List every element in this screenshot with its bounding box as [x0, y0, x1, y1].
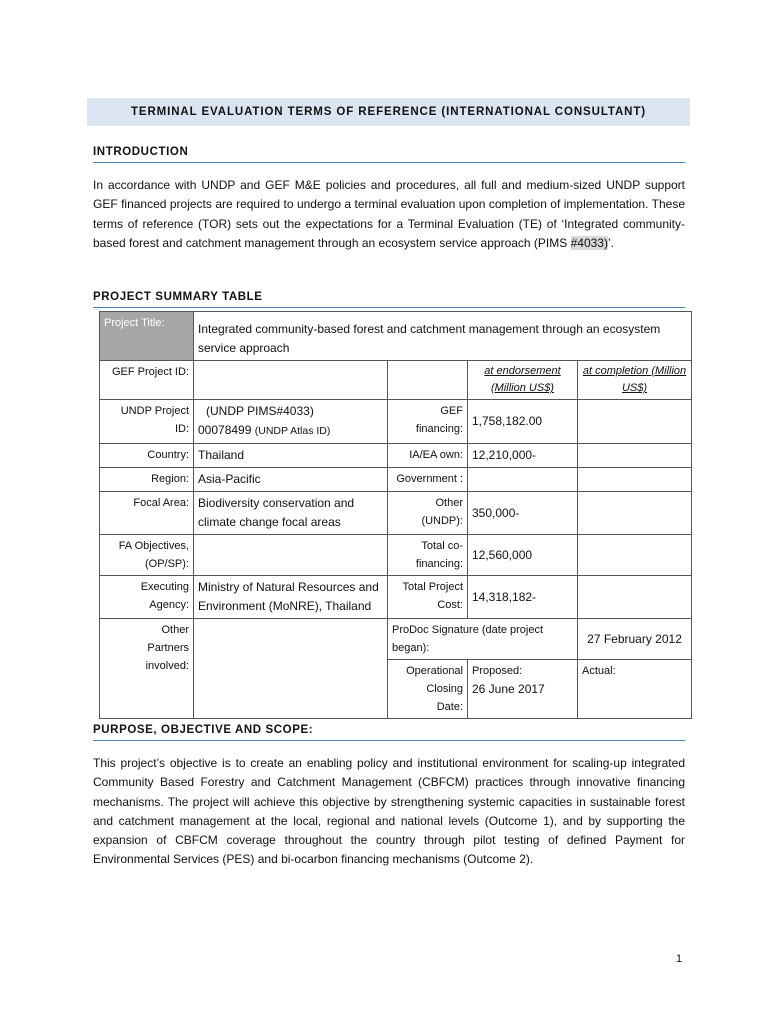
table-row — [100, 400, 692, 444]
prodoc-signature-label: ProDoc Signature (date project began): — [388, 619, 578, 660]
proposed-label: Proposed: — [472, 665, 523, 677]
at-endorsement-header: at endorsement (Million US$) — [468, 361, 578, 400]
empty-cell — [578, 444, 692, 468]
introduction-paragraph — [93, 176, 685, 253]
empty-cell — [468, 468, 578, 492]
undp-project-id-label: UNDP Project ID: — [100, 400, 194, 444]
other-undp-value: 350,000- — [468, 492, 578, 535]
table-row — [100, 361, 692, 400]
undp-atlas-note: (UNDP Atlas ID) — [254, 425, 331, 437]
actual-label: Actual: — [578, 660, 692, 719]
table-row — [100, 619, 692, 660]
country-label: Country: — [100, 444, 194, 468]
empty-cell — [578, 468, 692, 492]
ia-ea-own-label: IA/EA own: — [388, 444, 468, 468]
proposed-value: 26 June 2017 — [472, 682, 545, 696]
other-partners-label-text: Other Partners involved: — [145, 624, 189, 672]
undp-pims-line: (UNDP PIMS#4033) — [206, 404, 314, 418]
total-cofinancing-label: Total co-financing: — [388, 535, 468, 576]
focal-area-label: Focal Area: — [100, 492, 194, 535]
other-partners-label — [100, 619, 194, 719]
executing-agency-label: Executing Agency: — [100, 576, 194, 619]
country-value: Thailand — [194, 444, 388, 468]
empty-cell — [578, 492, 692, 535]
empty-cell — [194, 535, 388, 576]
proposed-cell — [468, 660, 578, 719]
operational-closing-label-text: Operational Closing Date: — [406, 665, 463, 713]
undp-atlas-id: 00078499 — [198, 423, 252, 437]
total-project-cost-label: Total Project Cost: — [388, 576, 468, 619]
introduction-heading: INTRODUCTION — [93, 146, 685, 163]
region-value: Asia-Pacific — [194, 468, 388, 492]
operational-closing-label — [388, 660, 468, 719]
page-number: 1 — [676, 953, 683, 965]
table-row — [100, 444, 692, 468]
at-completion-header: at completion (Million US$) — [578, 361, 692, 400]
undp-atlas-line — [198, 421, 383, 441]
empty-cell — [578, 576, 692, 619]
government-label: Government : — [388, 468, 468, 492]
total-project-cost-value: 14,318,182- — [468, 576, 578, 619]
table-row — [100, 576, 692, 619]
empty-cell — [578, 400, 692, 444]
ia-ea-own-value: 12,210,000- — [468, 444, 578, 468]
summary-heading: PROJECT SUMMARY TABLE — [93, 291, 685, 308]
prodoc-signature-value: 27 February 2012 — [578, 619, 692, 660]
project-title-value: Integrated community-based forest and catchment management through an ecosystem service approach — [194, 312, 692, 361]
project-title-label: Project Title: — [100, 312, 194, 361]
gef-project-id-label: GEF Project ID: — [100, 361, 194, 400]
gef-financing-value: 1,758,182.00 — [468, 400, 578, 444]
empty-cell — [578, 535, 692, 576]
focal-area-value: Biodiversity conservation and climate change focal areas — [194, 492, 388, 535]
gef-project-id-value — [194, 361, 388, 400]
undp-project-id-value — [194, 400, 388, 444]
project-summary-table — [99, 311, 692, 719]
intro-text-after: ’. — [607, 235, 614, 250]
table-row — [100, 468, 692, 492]
pims-highlight: #4033) — [570, 235, 608, 250]
document-title: TERMINAL EVALUATION TERMS OF REFERENCE (INTERNATIONAL CONSULTANT) — [87, 98, 690, 126]
intro-text-before: In accordance with UNDP and GEF M&E policies and procedures, all full and medium-sized UNDP support GEF financed projects are required to undergo a terminal evaluation upon completion of implementation. These terms of reference (TOR) sets out the expectations for a Terminal Evaluation (TE) of ‘Integrated community-based forest and catchment management through an ecosystem service approach (PIMS — [93, 178, 685, 250]
other-undp-label: Other (UNDP): — [388, 492, 468, 535]
empty-cell — [388, 361, 468, 400]
table-row — [100, 535, 692, 576]
empty-cell — [194, 619, 388, 719]
gef-financing-label: GEF financing: — [388, 400, 468, 444]
table-row — [100, 492, 692, 535]
purpose-heading: PURPOSE, OBJECTIVE AND SCOPE: — [93, 724, 685, 741]
total-cofinancing-value: 12,560,000 — [468, 535, 578, 576]
executing-agency-value: Ministry of Natural Resources and Environment (MoNRE), Thailand — [194, 576, 388, 619]
fa-objectives-label: FA Objectives, (OP/SP): — [100, 535, 194, 576]
region-label: Region: — [100, 468, 194, 492]
table-row — [100, 312, 692, 361]
purpose-paragraph: This project’s objective is to create an enabling policy and institutional environment for scaling-up integrated Community Based Forestry and Catchment Management (CBFCM) practices through innovative financing mechanisms. The project will achieve this objective by strengthening systemic capacities in sustainable forest and catchment management at the local, regional and national levels (Outcome 1), and by supporting the expansion of CBFCM coverage throughout the country through pilot testing of defined Payment for Environmental Services (PES) and bi-ocarbon financing mechanisms (Outcome 2). — [93, 756, 685, 867]
